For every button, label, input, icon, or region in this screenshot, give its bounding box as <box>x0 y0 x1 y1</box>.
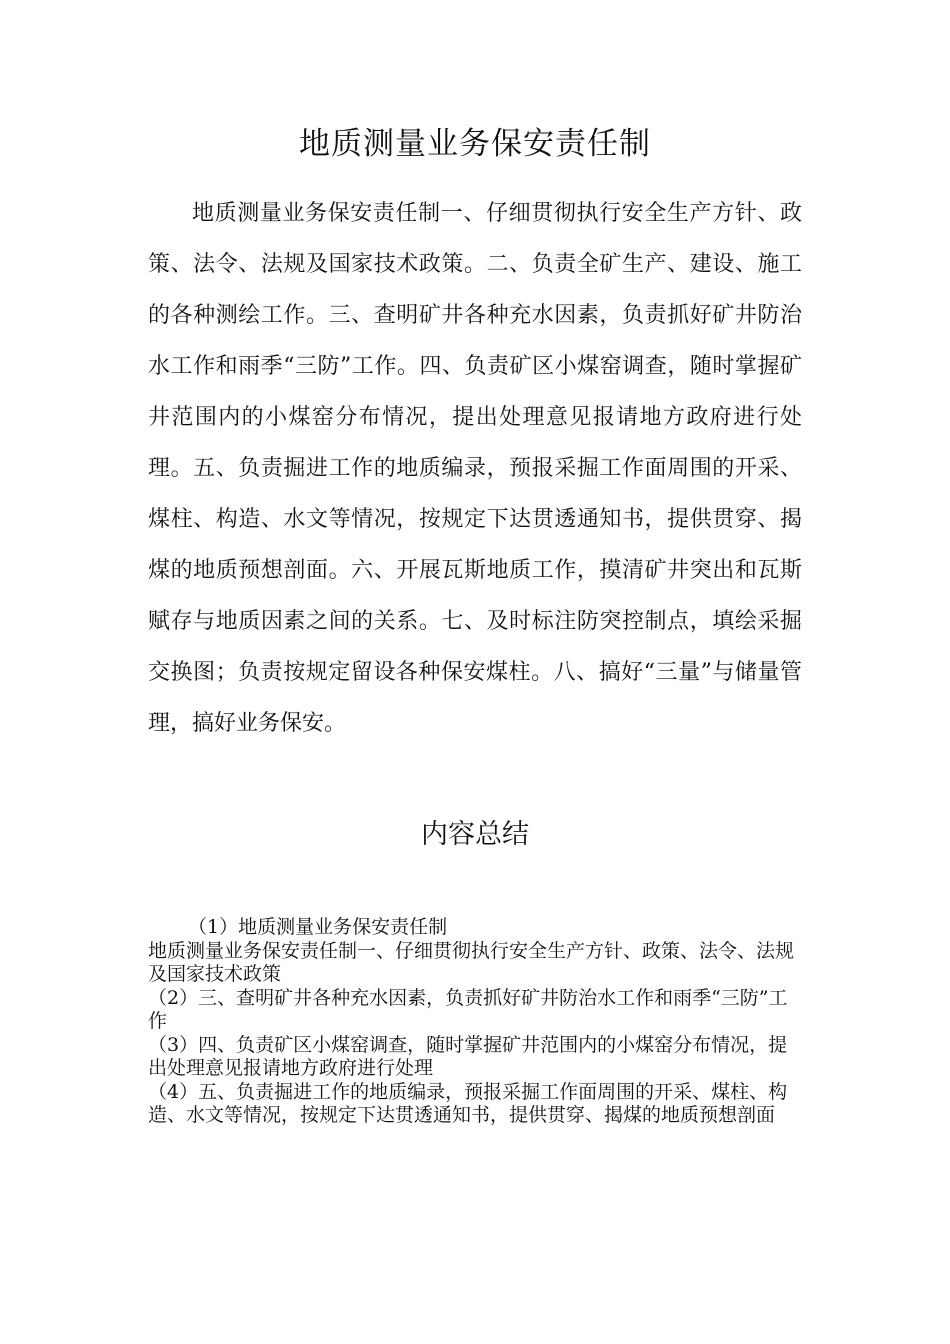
summary-section <box>148 916 802 1128</box>
body-paragraph: 地质测量业务保安责任制一、仔细贯彻执行安全生产方针、政策、法令、法规及国家技术政策。二、负责全矿生产、建设、施工的各种测绘工作。三、查明矿井各种充水因素，负责抓好矿井防治水工作和雨季“三防”工作。四、负责矿区小煤窑调查，随时掌握矿井范围内的小煤窑分布情况，提出处理意见报请地方政府进行处理。五、负责掘进工作的地质编录，预报采掘工作面周围的开采、煤柱、构造、水文等情况，按规定下达贯透通知书，提供贯穿、揭煤的地质预想剖面。六、开展瓦斯地质工作，摸清矿井突出和瓦斯赋存与地质因素之间的关系。七、及时标注防突控制点，填绘采掘交换图；负责按规定留设各种保安煤柱。八、搞好“三量”与储量管理，搞好业务保安。 <box>148 201 802 736</box>
summary-heading: （1）地质测量业务保安责任制 <box>188 916 448 938</box>
summary-item: 地质测量业务保安责任制一、仔细贯彻执行安全生产方针、政策、法令、法规及国家技术政策 <box>148 939 795 985</box>
summary-item: （3）四、负责矿区小煤窑调查，随时掌握矿井范围内的小煤窑分布情况，提出处理意见报请地方政府进行处理 <box>148 1033 788 1079</box>
summary-item: （2）三、查明矿井各种充水因素，负责抓好矿井防治水工作和雨季“三防”工作 <box>148 986 788 1032</box>
summary-item: （4）五、负责掘进工作的地质编录，预报采掘工作面周围的开采、煤柱、构造、水文等情况，按规定下达贯透通知书，提供贯穿、揭煤的地质预想剖面 <box>148 1080 788 1126</box>
summary-title: 内容总结 <box>421 819 529 850</box>
document-title: 地质测量业务保安责任制 <box>299 126 651 162</box>
